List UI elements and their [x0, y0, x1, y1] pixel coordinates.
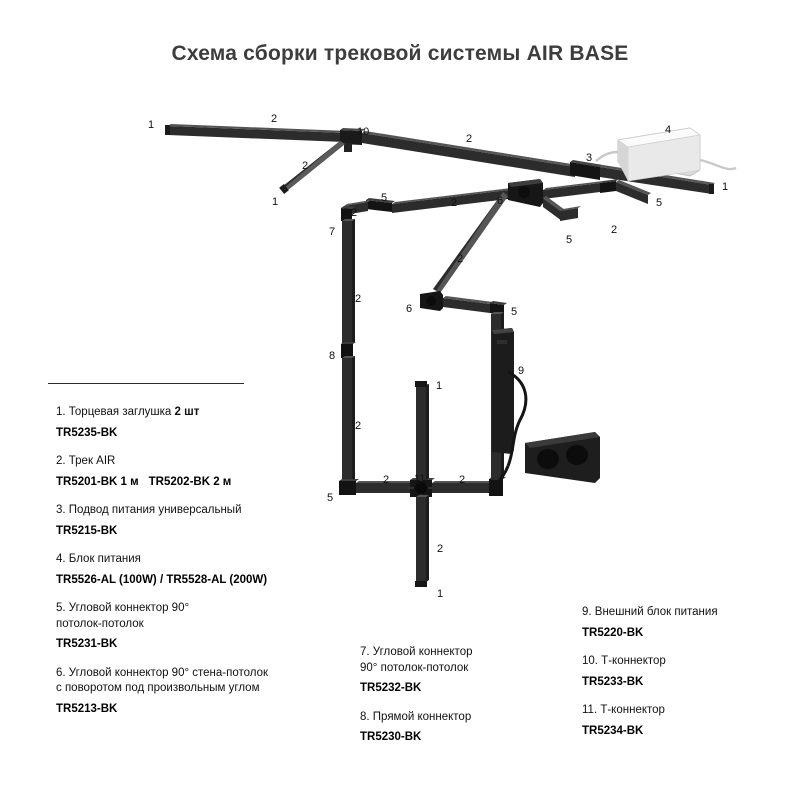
- legend-item-text: 1. Торцевая заглушка: [56, 406, 175, 418]
- legend-item: [56, 503, 346, 539]
- legend-item: [56, 454, 346, 490]
- track-diagonal-mid: [433, 192, 508, 293]
- legend-item-description: [56, 503, 346, 519]
- legend-item-description: [56, 601, 346, 632]
- legend-item-code: [360, 730, 590, 746]
- track-branch-lower-right: [543, 196, 581, 221]
- legend-item-description: [360, 710, 590, 726]
- legend-column-1: [56, 405, 346, 730]
- legend-item-text: 5. Угловой коннектор 90°: [56, 602, 190, 615]
- straight-connector-8: [341, 342, 356, 358]
- angle-connector-6-mid: [420, 291, 443, 311]
- legend-item-text: 11. Т-коннектор: [582, 704, 665, 717]
- legend-item-description: [56, 552, 346, 568]
- callout-number: 1: [272, 196, 279, 208]
- callout-number: 2: [355, 420, 362, 432]
- callout-number: 2: [271, 113, 278, 125]
- legend-item-text: 8. Прямой коннектор: [360, 710, 472, 723]
- page-title: Схема сборки трековой системы AIR BASE: [171, 42, 629, 65]
- legend-item-code: [56, 702, 346, 718]
- callout-number: 6: [406, 303, 413, 315]
- legend-item-code-primary: TR5231-BK: [56, 638, 118, 651]
- legend-item-code-primary: TR5233-BK: [582, 675, 644, 688]
- legend-item-description: [56, 405, 346, 421]
- track-mid-right: [443, 296, 493, 313]
- angle-connector-6-top: [508, 179, 543, 207]
- callout-number: 6: [497, 195, 504, 207]
- legend-item-code: [582, 724, 797, 740]
- legend-item-text: 3. Подвод питания универсальный: [56, 504, 242, 517]
- legend-item: [56, 601, 346, 653]
- track-diagonal-left: [279, 141, 345, 194]
- legend-item: [56, 552, 346, 588]
- legend-item-description: [56, 666, 346, 697]
- callout-number: 1: [148, 119, 155, 131]
- callout-number: 2: [451, 197, 458, 209]
- legend-item-code: [56, 426, 346, 442]
- legend-item-code: [582, 626, 797, 642]
- legend-item-code-primary: TR5234-BK: [582, 724, 644, 737]
- track-right-upper: [543, 181, 603, 199]
- legend-item-code: [56, 475, 346, 491]
- callout-number: 2: [302, 160, 309, 172]
- legend-item-code-primary: TR5220-BK: [582, 626, 644, 639]
- legend-item-code: [56, 573, 346, 589]
- callout-number: 5: [381, 192, 388, 204]
- callout-number: 2: [611, 224, 618, 236]
- legend-item: [582, 605, 797, 641]
- legend-item: [582, 703, 797, 739]
- legend-item: [360, 645, 590, 697]
- legend-item-code-primary: TR5215-BK: [56, 524, 118, 537]
- callout-number: 3: [586, 152, 593, 164]
- callout-number: 2: [466, 133, 473, 145]
- callout-number: 1: [436, 380, 443, 392]
- callout-number: 1: [437, 588, 444, 600]
- callout-number: 2: [355, 293, 362, 305]
- legend-item-code-primary: TR5213-BK: [56, 702, 118, 715]
- callout-number: 5: [566, 234, 573, 246]
- callout-number: 5: [327, 492, 334, 504]
- legend-item-code-primary: TR5526-AL (100W) / TR5528-AL (200W): [56, 573, 268, 586]
- legend-item: [56, 405, 346, 441]
- legend-item-description: [582, 654, 797, 670]
- legend-item-description: [360, 645, 590, 676]
- legend-item-code: [56, 637, 346, 653]
- callout-number: 2: [351, 207, 358, 219]
- legend-item-text: 4. Блок питания: [56, 553, 141, 566]
- legend-item-text: 10. Т-коннектор: [582, 655, 666, 668]
- legend-item-description: [582, 605, 797, 621]
- legend-item-text: 7. Угловой коннектор: [360, 646, 473, 658]
- callout-number: 9: [518, 365, 525, 377]
- legend-item: [582, 654, 797, 690]
- track-tee-down: [415, 495, 429, 587]
- track-tee-up: [415, 381, 429, 480]
- wall-socket: [525, 432, 600, 483]
- legend-item-description: [582, 703, 797, 719]
- legend-column-3: [582, 605, 797, 752]
- callout-number: 10: [357, 126, 370, 138]
- legend-item-code-primary: TR5235-BK: [56, 426, 118, 439]
- legend-item-text: 2. Трек AIR: [56, 455, 116, 468]
- track-left-vertical: [342, 219, 355, 344]
- callout-number: 1: [722, 181, 729, 193]
- legend-item-text: 6. Угловой коннектор 90° стена-потолок: [56, 666, 269, 679]
- legend-item-text: 9. Внешний блок питания: [582, 606, 718, 618]
- callout-number: 7: [329, 226, 336, 238]
- callout-number: 8: [329, 350, 336, 362]
- track-top-left: [165, 124, 348, 142]
- legend-item: [56, 666, 346, 718]
- callout-number: 2: [457, 253, 464, 265]
- legend-item-code: [360, 681, 590, 697]
- legend-item-text-line2: 90° потолок-потолок: [360, 661, 469, 674]
- legend-item-code: [56, 524, 346, 540]
- legend-item-code-primary: TR5230-BK: [360, 731, 422, 744]
- legend-item-code-primary: TR5232-BK: [360, 682, 422, 695]
- legend-item-text-line2: с поворотом под произвольным углом: [56, 682, 260, 695]
- legend-divider: [48, 383, 244, 384]
- callout-number: 4: [665, 124, 672, 136]
- legend-column-2: [360, 645, 590, 759]
- callout-number: 5: [656, 197, 663, 209]
- legend-item-description: [56, 454, 346, 470]
- legend-item: [360, 710, 590, 746]
- callout-number: 2: [459, 474, 466, 486]
- callout-number: 2: [383, 474, 390, 486]
- legend-item-qty: 2 шт: [174, 406, 200, 418]
- legend-item-code-secondary: TR5202-BK 2 м: [148, 475, 232, 488]
- legend-item-code: [582, 675, 797, 691]
- callout-number: 11: [414, 473, 426, 485]
- legend-item-text-line2: потолок-потолок: [56, 617, 144, 630]
- callout-number: 5: [511, 306, 518, 318]
- legend-item-code-primary: TR5201-BK 1 м: [56, 475, 139, 488]
- callout-number: 2: [437, 543, 444, 555]
